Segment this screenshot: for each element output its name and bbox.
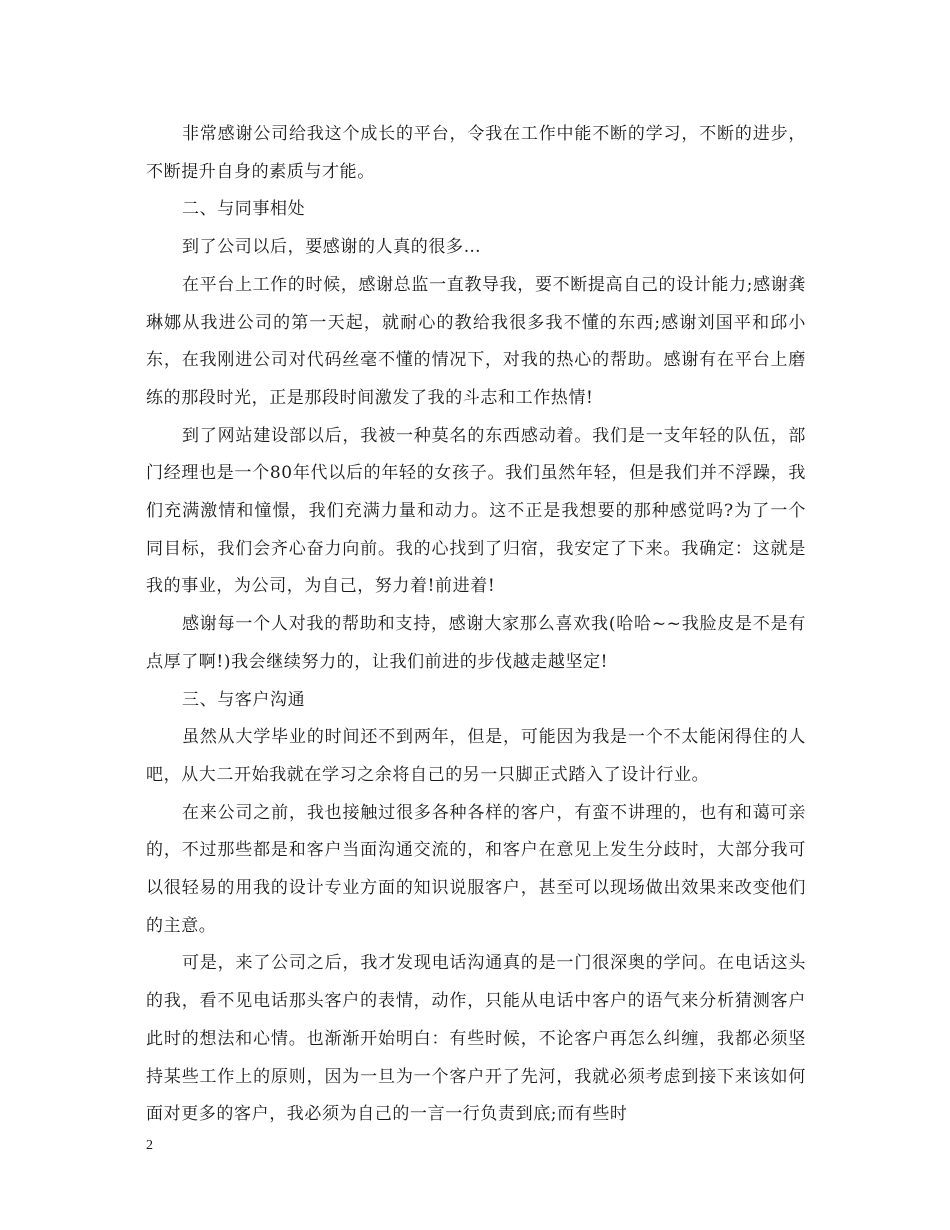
paragraph-design-background: 虽然从大学毕业的时间还不到两年，但是，可能因为我是一个不太能闲得住的人吧，从大二开始我就在学习之余将自己的另一只脚正式踏入了设计行业。 <box>146 727 806 785</box>
paragraph-web-department: 到了网站建设部以后，我被一种莫名的东西感动着。我们是一支年轻的队伍，部门经理也是一个80年代以后的年轻的女孩子。我们虽然年轻，但是我们并不浮躁，我们充满激情和憧憬，我们充满力量和动力。这不正是我想要的那种感觉吗?为了一个同目标，我们会齐心奋力向前。我的心找到了归宿，我安定了下来。我确定：这就是我的事业，为公司，为自己，努力着!前进着! <box>146 425 806 597</box>
paragraph-thanks-everyone: 感谢每一个人对我的帮助和支持，感谢大家那么喜欢我(哈哈~~我脸皮是不是有点厚了啊!)我会继续努力的，让我们前进的步伐越走越坚定! <box>146 614 806 672</box>
paragraph-previous-clients: 在来公司之前，我也接触过很多各种各样的客户，有蛮不讲理的，也有和蔼可亲的，不过那些都是和客户当面沟通交流的，和客户在意见上发生分歧时，大部分我可以很轻易的用我的设计专业方面的知识说服客户，甚至可以现场做出效果来改变他们的主意。 <box>146 802 806 936</box>
paragraph-gratitude-platform: 非常感谢公司给我这个成长的平台，令我在工作中能不断的学习，不断的进步，不断提升自身的素质与才能。 <box>146 124 806 182</box>
page-number: 2 <box>146 1138 153 1153</box>
document-body <box>146 116 806 1134</box>
section-heading-clients: 三、与客户沟通 <box>182 689 306 710</box>
section-heading-colleagues: 二、与同事相处 <box>182 199 306 220</box>
paragraph-thanks-mentors: 在平台上工作的时候，感谢总监一直教导我，要不断提高自己的设计能力;感谢龚琳娜从我进公司的第一天起，就耐心的教给我很多我不懂的东西;感谢刘国平和邱小东，在我刚进公司对代码丝毫不懂的情况下，对我的热心的帮助。感谢有在平台上磨练的那段时光，正是那段时间激发了我的斗志和工作热情! <box>146 274 806 408</box>
paragraph-phone-communication: 可是，来了公司之后，我才发现电话沟通真的是一门很深奥的学问。在电话这头的我，看不见电话那头客户的表情，动作，只能从电话中客户的语气来分析猜测客户此时的想法和心情。也渐渐开始明白：有些时候，不论客户再怎么纠缠，我都必须坚持某些工作上的原则，因为一旦为一个客户开了先河，我就必须考虑到接下来该如何面对更多的客户，我必须为自己的一言一行负责到底;而有些时 <box>146 953 806 1125</box>
paragraph-thanks-intro: 到了公司以后，要感谢的人真的很多… <box>182 237 482 258</box>
